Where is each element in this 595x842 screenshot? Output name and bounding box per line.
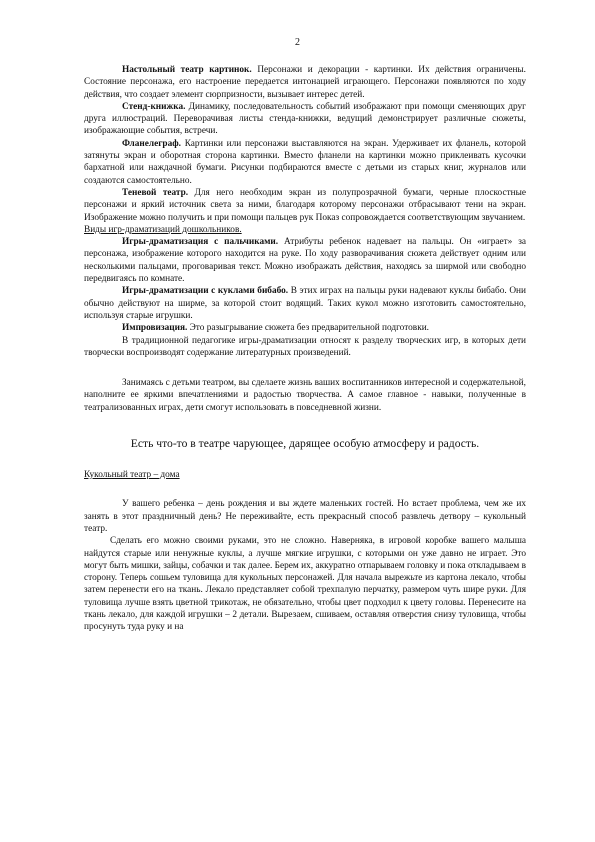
spacer — [84, 359, 526, 377]
paragraph-stand-book — [84, 101, 526, 138]
paragraph-text: Динамику, последовательность событий изображают при помощи сменяющих друг друга иллюстраций. Переворачивая листы стенда-книжки, ведущий демонстрирует различные сюжеты, изображающие события, встречи. — [84, 101, 526, 137]
paragraph-improvisation — [84, 322, 526, 334]
puppet-theatre-title: Кукольный театр – дома — [84, 470, 180, 481]
paragraph-text: Персонажи и декорации - картинки. Их действия ограничены. Состояние персонажа, его настроение передается интонацией играющего. Персонажи появляются по ходу действия, что создает элемент сюрпризности, вызывает интерес детей. — [84, 65, 526, 100]
paragraph-text: Картинки или персонажи выставляются на экран. Удерживает их фланель, которой затянуты экран и оборотная сторона картинки. Вместо фланели на картинки можно приклеивать кусочки бархатной или наждачной бумаги. Рисунки подбираются вместе с детьми из старых книг, журналов или создаются самостоятельно. — [84, 138, 526, 186]
paragraph-puppet-howto: Сделать его можно своими руками, это не сложно. Наверняка, в игровой коробке вашего малыша найдутся старые или ненужные куклы, а лучше мягкие игрушки, с которыми он уже давно не играет. Это могут быть мишки, зайцы, собачки и так далее. Берем их, аккуратно отпарываем головку и пока откладываем в сторону. Теперь сошьем туловища для кукольных персонажей. Для начала вырежьте из картона лекало, чтобы затем перенести его на ткань. Лекало представляет собой трехпалую перчатку, размером чуть шире руки. Для туловища лучше взять цветной трикотаж, не обязательно, чтобы цвет подходил к цвету головы. Перенесите на ткань лекало, для каждой игрушки – 2 детали. Вырезаем, сшиваем, оставляя отверстия снизу туловища, чтобы просунуть туда руку и на — [84, 536, 526, 633]
paragraph-text: Атрибуты ребенок надевает на пальцы. Он «играет» за персонажа, изображение которого находится на руке. По ходу разворачивания сюжета действует одним или несколькими пальцами, проговаривая текст. Можно изображать действия, находясь за ширмой или свободно передвигаясь по комнате. — [84, 237, 526, 285]
paragraph-bibabo-play — [84, 285, 526, 322]
paragraph-finger-play — [84, 236, 526, 285]
paragraph-text: Это разыгрывание сюжета без предварительной подготовки. — [187, 323, 430, 334]
term-flannelgraph: Фланелеграф. — [122, 138, 182, 149]
types-heading: Виды игр-драматизаций дошкольников. — [84, 224, 242, 235]
term-bibabo-play: Игры-драматизации с куклами бибабо. — [122, 286, 289, 297]
document-body — [84, 64, 526, 634]
section-heading: Есть что-то в театре чарующее, дарящее особую атмосферу и радость. — [130, 437, 480, 451]
paragraph-text: В этих играх на пальцы руки надевают куклы бибабо. Они обычно действуют на ширме, за которой стоит водящий. Таких кукол можно изготовить самостоятельно, используя старые игрушки. — [84, 286, 526, 321]
term-shadow-theatre: Теневой театр. — [122, 187, 189, 198]
paragraph-text: Для него необходим экран из полупрозрачной бумаги, черные плоскостные персонажи и яркий источник света за ними, благодаря которому персонажи отбрасывают тени на экран. Изображение можно получить и при помощи пальцев рук Показ сопровождается соответствующим звучанием. — [84, 187, 526, 223]
paragraph-conclusion: Занимаясь с детьми театром, вы сделаете жизнь ваших воспитанников интересной и содержательной, наполните ее яркими впечатлениями и радостью творчества. А самое главное - навыки, полученные в театрализованных играх, дети смогут использовать в повседневной жизни. — [84, 378, 526, 413]
term-stand-book: Стенд-книжка. — [122, 101, 186, 112]
paragraph-shadow-theatre — [84, 187, 526, 224]
term-improvisation: Импровизация. — [122, 323, 188, 334]
term-finger-play: Игры-драматизация с пальчиками. — [122, 237, 279, 248]
paragraph-puppet-intro: У вашего ребенка – день рождения и вы ждете маленьких гостей. Но встает проблема, чем же их занять в этот праздничный день? Не переживайте, есть прекрасный способ развлечь детвору – кукольный театр. — [84, 499, 526, 534]
paragraph-flannelgraph — [84, 138, 526, 187]
page-number: 2 — [295, 37, 300, 48]
paragraph-tradition: В традиционной педагогике игры-драматизации относят к разделу творческих игр, в которых дети творчески воспроизводят содержание литературных произведений. — [84, 335, 526, 358]
paragraph-table-theatre — [84, 64, 526, 101]
term-table-theatre: Настольный театр картинок. — [122, 65, 252, 75]
